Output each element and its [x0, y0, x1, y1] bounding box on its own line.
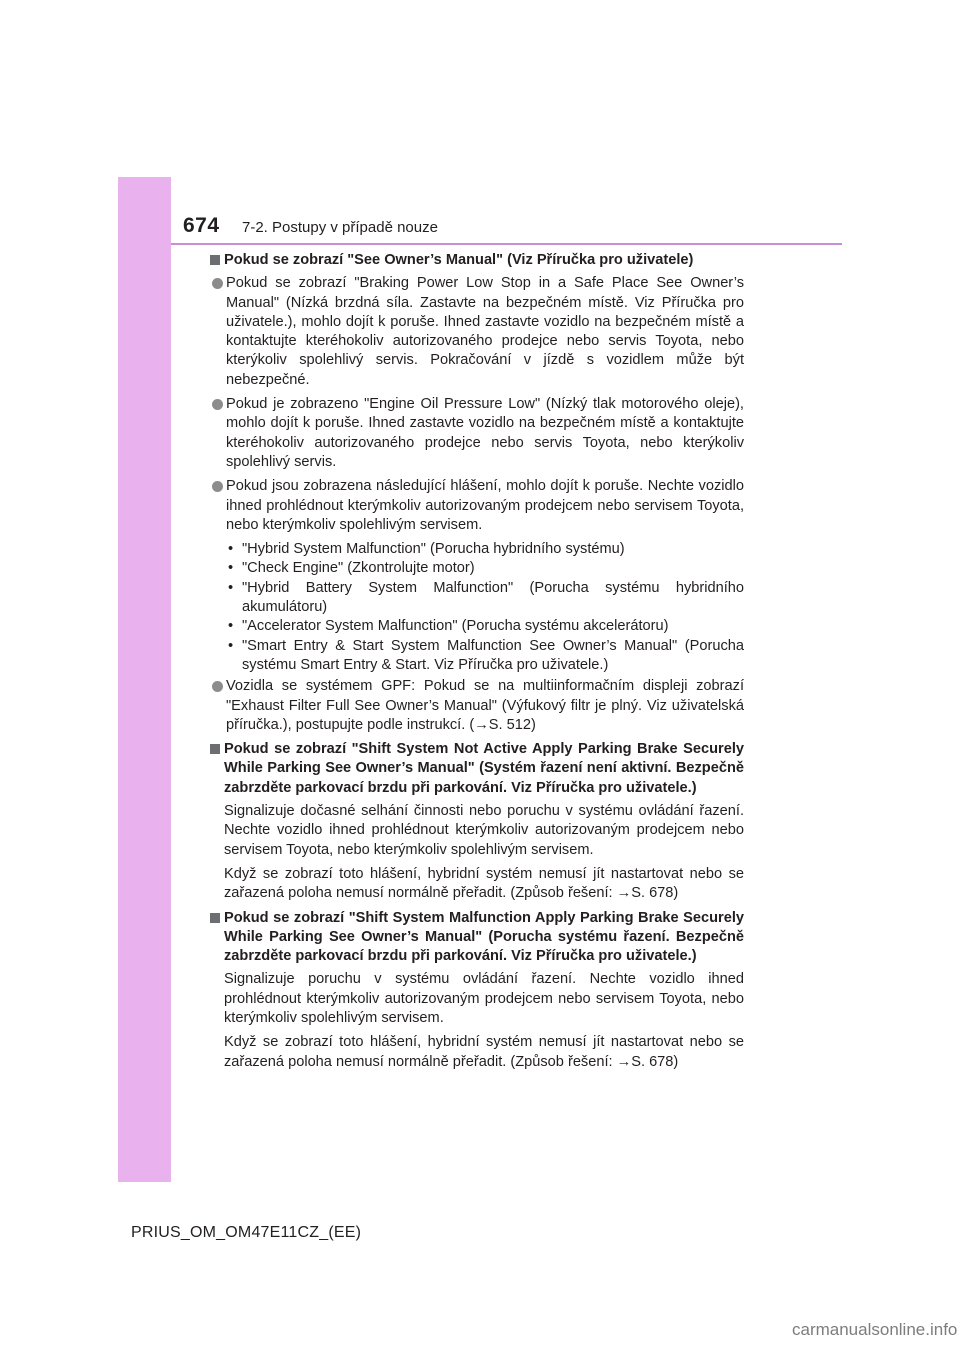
- circle-bullet-icon: [212, 399, 223, 410]
- paragraph: Když se zobrazí toto hlášení, hybridní systém nemusí jít nastartovat nebo se zařazená poloha nemusí normálně přeřadit. (Způsob řešení: →S. 678): [224, 865, 744, 902]
- circle-bullet-icon: [212, 681, 223, 692]
- paragraph: Signalizuje dočasné selhání činnosti nebo poruchu v systému ovládání řazení. Nechte vozidlo ihned prohlédnout kterýmkoliv autorizovaným prodejcem nebo servisem Toyota, nebo kterýmkoliv spolehlivým servisem.: [224, 803, 744, 858]
- paragraph: Signalizuje poruchu v systému ovládání řazení. Nechte vozidlo ihned prohlédnout kterýmkoliv autorizovaným prodejcem nebo servisem Toyota, nebo kterýmkoliv spolehlivým servisem.: [224, 971, 744, 1026]
- sub-list-item-text: "Hybrid Battery System Malfunction" (Porucha systému hybridního akumulátoru): [242, 579, 744, 616]
- header-divider: [171, 243, 842, 245]
- chapter-tab-band: [118, 177, 171, 1182]
- chapter-title: 7-2. Postupy v případě nouze: [242, 219, 438, 236]
- small-bullet-icon: •: [228, 618, 234, 635]
- list-item-text: Pokud je zobrazeno "Engine Oil Pressure Low" (Nízký tlak motorového oleje), mohlo dojít k poruše. Ihned zastavte vozidlo na bezpečném místě a kontaktujte kteréhokoliv autorizovaného prodejce nebo servis Toyota, nebo kterýkoliv spolehlivý servis.: [226, 396, 744, 470]
- watermark: carmanualsonline.info: [792, 1320, 958, 1339]
- square-bullet-icon: [210, 255, 220, 265]
- small-bullet-icon: •: [228, 579, 234, 596]
- list-item: [210, 395, 744, 472]
- list-item-text: Pokud se zobrazí "Braking Power Low Stop in a Safe Place See Owner’s Manual" (Nízká brzdná síla. Zastavte na bezpečném místě. Viz Příručka pro uživatele.), mohlo dojít k poruše. Ihned zastavte vozidlo na bezpečném místě a kontaktujte kteréhokoliv autorizovaného prodejce nebo servis Toyota, nebo kterýkoliv spolehlivý servis. Pokračování v jízdě s vozidlem může být nebezpečné.: [226, 275, 744, 388]
- sub-list-item-text: "Smart Entry & Start System Malfunction See Owner’s Manual" (Porucha systému Smart Entry & Start. Viz Příručka pro uživatele.): [242, 637, 744, 673]
- section-heading-text: Pokud se zobrazí "Shift System Malfunction Apply Parking Brake Securely While Parking See Owner’s Manual" (Porucha systému řazení. Bezpečně zabrzděte parkovací brzdu při parkování. Viz Příručka pro uživatele.): [224, 909, 744, 965]
- page-number: 674: [183, 214, 220, 237]
- list-item-text: Pokud jsou zobrazena následující hlášení, mohlo dojít k poruše. Nechte vozidlo ihned prohlédnout kterýmkoliv autorizovaným prodejcem nebo servisem Toyota, nebo kterýmkoliv spolehlivým servisem.: [226, 478, 744, 533]
- sub-list-item: [226, 540, 744, 559]
- list-item: [210, 274, 744, 390]
- section-heading: [210, 740, 744, 798]
- section-heading-text: Pokud se zobrazí "Shift System Not Active Apply Parking Brake Securely While Parking See Owner’s Manual" (Systém řazení není aktivní. Bezpečně zabrzděte parkovací brzdu při parkování. Viz Příručka pro uživatele.): [224, 741, 744, 796]
- sub-list-item: [226, 579, 744, 618]
- small-bullet-icon: •: [228, 560, 234, 577]
- sub-list-item: [226, 559, 744, 578]
- sub-list-item: [226, 617, 744, 636]
- sub-list-item-text: "Hybrid System Malfunction" (Porucha hybridního systému): [242, 541, 625, 558]
- paragraph: Když se zobrazí toto hlášení, hybridní systém nemusí jít nastartovat nebo se zařazená poloha nemusí normálně přeřadit. (Způsob řešení: →S. 678): [224, 1034, 744, 1070]
- message-list: [226, 540, 744, 675]
- section-heading: [210, 909, 744, 967]
- list-item-text: Vozidla se systémem GPF: Pokud se na multiinformačním displeji zobrazí "Exhaust Filter Full See Owner’s Manual" (Výfukový filtr je plný. Viz uživatelská příručka.), postupujte podle instrukcí. (→S. 512): [226, 678, 744, 733]
- small-bullet-icon: •: [228, 541, 234, 558]
- square-bullet-icon: [210, 744, 220, 754]
- section-heading-text: Pokud se zobrazí "See Owner’s Manual" (Viz Příručka pro uživatele): [224, 252, 694, 268]
- sub-list-item-text: "Accelerator System Malfunction" (Porucha systému akcelerátoru): [242, 618, 669, 635]
- list-item: [210, 477, 744, 535]
- section-heading: [210, 251, 744, 270]
- document-code: PRIUS_OM_OM47E11CZ_(EE): [131, 1224, 362, 1241]
- list-item: [210, 677, 744, 735]
- sub-list-item-text: "Check Engine" (Zkontrolujte motor): [242, 560, 475, 577]
- square-bullet-icon: [210, 913, 220, 923]
- small-bullet-icon: •: [228, 637, 234, 654]
- page-content: [210, 251, 744, 1077]
- circle-bullet-icon: [212, 481, 223, 492]
- sub-list-item: [226, 637, 744, 676]
- circle-bullet-icon: [212, 278, 223, 289]
